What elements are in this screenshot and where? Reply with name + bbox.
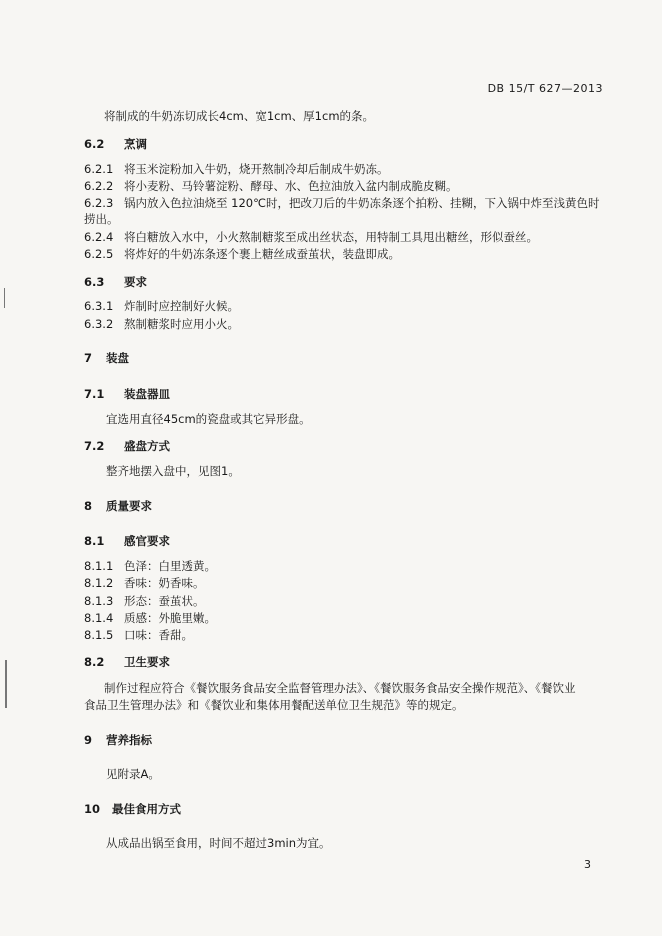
clause-number: 6.2.2 xyxy=(84,179,114,193)
clause-6-2-4 xyxy=(84,229,538,245)
clause-text: 质感：外脆里嫩。 xyxy=(124,611,216,625)
section-number: 10 xyxy=(84,802,101,816)
clause-number: 8.1.2 xyxy=(84,576,114,590)
clause-text: 口味：香甜。 xyxy=(124,628,193,642)
section-8-2-heading xyxy=(84,654,170,670)
scan-margin-mark xyxy=(5,660,7,708)
clause-number: 6.2.5 xyxy=(84,247,114,261)
section-7-1-heading xyxy=(84,386,170,402)
clause-6-2-5 xyxy=(84,246,400,262)
clause-number: 6.2.3 xyxy=(84,196,114,210)
clause-number: 6.2.1 xyxy=(84,162,114,176)
section-title: 装盘器皿 xyxy=(124,387,170,401)
section-7-heading xyxy=(84,350,129,366)
section-number: 8.2 xyxy=(84,655,105,669)
clause-text: 炸制时应控制好火候。 xyxy=(124,299,239,313)
section-title: 感官要求 xyxy=(124,534,170,548)
section-title: 卫生要求 xyxy=(124,655,170,669)
clause-text: 色泽：白里透黄。 xyxy=(124,559,216,573)
section-8-1-heading xyxy=(84,533,170,549)
paragraph-9: 见附录A。 xyxy=(106,767,160,781)
section-7-2-heading xyxy=(84,438,170,454)
clause-text: 将小麦粉、马铃薯淀粉、酵母、水、色拉油放入盆内制成脆皮糊。 xyxy=(124,179,458,193)
section-number: 9 xyxy=(84,733,93,747)
clause-6-3-2 xyxy=(84,316,239,332)
paragraph-8-2-line2: 食品卫生管理办法》和《餐饮业和集体用餐配送单位卫生规范》等的规定。 xyxy=(84,698,464,712)
clause-8-1-3 xyxy=(84,593,205,609)
section-6-3-heading xyxy=(84,274,147,290)
clause-8-1-4 xyxy=(84,610,216,626)
clause-number: 6.2.4 xyxy=(84,230,114,244)
section-title: 盛盘方式 xyxy=(124,439,170,453)
paragraph-8-2-line1: 制作过程应符合《餐饮服务食品安全监督管理办法》、《餐饮服务食品安全操作规范》、《餐饮业 xyxy=(104,681,576,695)
clause-number: 6.3.1 xyxy=(84,299,114,313)
clause-text: 熬制糖浆时应用小火。 xyxy=(124,317,239,331)
section-title: 营养指标 xyxy=(106,733,152,747)
section-number: 7.2 xyxy=(84,439,105,453)
section-title: 质量要求 xyxy=(106,499,152,513)
scan-margin-mark xyxy=(4,288,5,308)
section-number: 8 xyxy=(84,499,93,513)
section-title: 最佳食用方式 xyxy=(112,802,181,816)
clause-8-1-2 xyxy=(84,575,205,591)
paragraph-10: 从成品出锅至食用，时间不超过3min为宜。 xyxy=(106,836,331,850)
paragraph-7-1: 宜选用直径45cm的瓷盘或其它异形盘。 xyxy=(106,412,311,426)
paragraph-7-2: 整齐地摆入盘中，见图1。 xyxy=(106,464,240,478)
section-title: 装盘 xyxy=(106,351,129,365)
clause-6-2-2 xyxy=(84,178,458,194)
section-number: 7.1 xyxy=(84,387,105,401)
clause-6-3-1 xyxy=(84,298,239,314)
clause-6-2-3 xyxy=(84,195,600,211)
clause-text: 形态：蚕茧状。 xyxy=(124,594,205,608)
standard-number: DB 15/T 627—2013 xyxy=(487,82,603,95)
section-number: 6.2 xyxy=(84,137,105,151)
section-title: 烹调 xyxy=(124,137,147,151)
clause-number: 6.3.2 xyxy=(84,317,114,331)
clause-text: 香味：奶香味。 xyxy=(124,576,205,590)
section-9-heading xyxy=(84,732,152,748)
section-6-2-heading xyxy=(84,136,147,152)
clause-number: 8.1.5 xyxy=(84,628,114,642)
clause-6-2-1 xyxy=(84,161,389,177)
section-number: 7 xyxy=(84,351,93,365)
page-number: 3 xyxy=(584,858,591,871)
section-10-heading xyxy=(84,801,181,817)
clause-number: 8.1.3 xyxy=(84,594,114,608)
clause-number: 8.1.4 xyxy=(84,611,114,625)
section-number: 6.3 xyxy=(84,275,105,289)
section-number: 8.1 xyxy=(84,534,105,548)
clause-text: 锅内放入色拉油烧至 120℃时，把改刀后的牛奶冻条逐个拍粉、挂糊，下入锅中炸至浅黄色时 xyxy=(124,196,600,210)
paragraph-cut-size: 将制成的牛奶冻切成长4cm、宽1cm、厚1cm的条。 xyxy=(104,109,375,123)
clause-8-1-5 xyxy=(84,627,193,643)
clause-number: 8.1.1 xyxy=(84,559,114,573)
section-title: 要求 xyxy=(124,275,147,289)
clause-text: 将炸好的牛奶冻条逐个裹上糖丝成蚕茧状，装盘即成。 xyxy=(124,247,400,261)
clause-6-2-3-continued: 捞出。 xyxy=(84,212,119,226)
clause-text: 将玉米淀粉加入牛奶，烧开熬制冷却后制成牛奶冻。 xyxy=(124,162,389,176)
clause-text: 将白糖放入水中，小火熬制糖浆至成出丝状态，用特制工具甩出糖丝，形似蚕丝。 xyxy=(124,230,538,244)
clause-8-1-1 xyxy=(84,558,216,574)
section-8-heading xyxy=(84,498,152,514)
